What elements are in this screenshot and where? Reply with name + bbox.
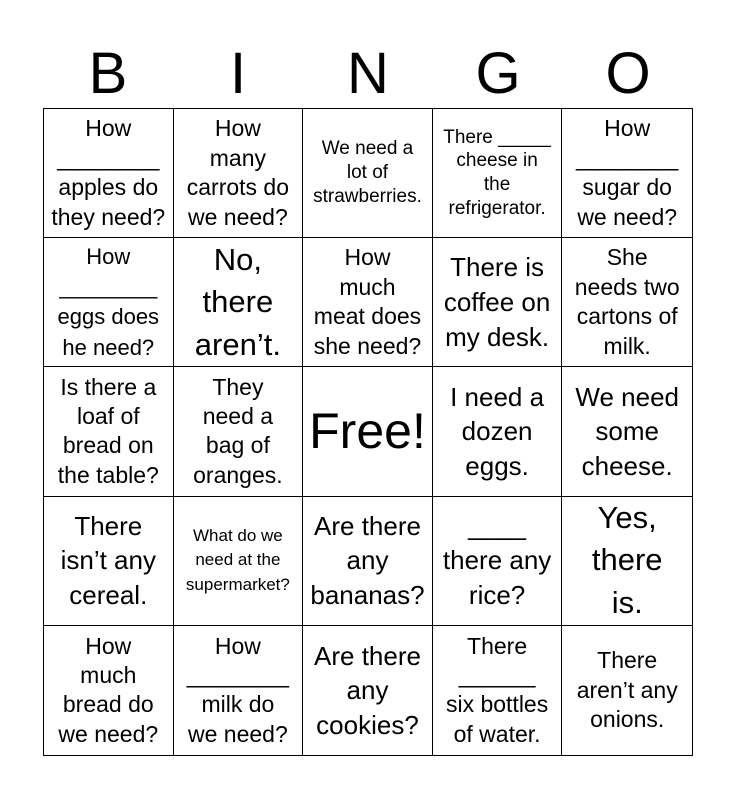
bingo-cell-r4c1[interactable] bbox=[44, 497, 174, 626]
cell-text: There is coffee on my desk. bbox=[443, 252, 551, 352]
bingo-cell-r3c4[interactable] bbox=[433, 367, 563, 496]
bingo-cell-r4c2[interactable] bbox=[174, 497, 304, 626]
bingo-cell-r4c3[interactable] bbox=[303, 497, 433, 626]
bingo-cell-r1c4[interactable] bbox=[433, 109, 563, 238]
cell-text: How ________ eggs does he need? bbox=[57, 243, 160, 360]
cell-text: We need some cheese. bbox=[575, 381, 679, 481]
cell-text: ____ there any rice? bbox=[442, 510, 552, 610]
cell-text: She needs two cartons of milk. bbox=[574, 244, 680, 359]
bingo-cell-r1c5[interactable] bbox=[562, 109, 692, 238]
cell-text: I need a dozen eggs. bbox=[450, 381, 545, 481]
bingo-cell-r3c2[interactable] bbox=[174, 367, 304, 496]
cell-text: There _____ cheese in the refrigerator. bbox=[443, 126, 551, 219]
bingo-cell-r2c5[interactable] bbox=[562, 238, 692, 367]
cell-text: We need a lot of strawberries. bbox=[313, 138, 422, 207]
bingo-cell-r5c1[interactable] bbox=[44, 626, 174, 755]
bingo-cell-r3c3-free[interactable] bbox=[303, 367, 433, 496]
header-letter-n: N bbox=[347, 41, 389, 106]
cell-text: Is there a loaf of bread on the table? bbox=[57, 373, 159, 488]
bingo-cell-r5c3[interactable] bbox=[303, 626, 433, 755]
bingo-cell-r5c5[interactable] bbox=[562, 626, 692, 755]
bingo-cell-r4c5[interactable] bbox=[562, 497, 692, 626]
header-letter-i: I bbox=[229, 41, 247, 106]
cell-text: There ______ six bottles of water. bbox=[445, 632, 549, 747]
cell-text: How ________ milk do we need? bbox=[186, 632, 290, 747]
bingo-cell-r3c5[interactable] bbox=[562, 367, 692, 496]
cell-text: They need a bag of oranges. bbox=[193, 373, 283, 488]
header-letter-b: B bbox=[88, 41, 128, 106]
bingo-cell-r2c4[interactable] bbox=[433, 238, 563, 367]
bingo-cell-r2c2[interactable] bbox=[174, 238, 304, 367]
header-letter-g: G bbox=[475, 41, 521, 106]
cell-text: How many carrots do we need? bbox=[186, 115, 290, 230]
cell-text: What do we need at the supermarket? bbox=[185, 525, 290, 595]
header-letter-o: O bbox=[605, 41, 651, 106]
cell-text: How ________ apples do they need? bbox=[51, 115, 166, 230]
bingo-cell-r2c3[interactable] bbox=[303, 238, 433, 367]
cell-text: There isn’t any cereal. bbox=[60, 510, 156, 610]
bingo-header bbox=[43, 40, 693, 108]
cell-text: How much bread do we need? bbox=[58, 632, 159, 747]
bingo-cell-r4c4[interactable] bbox=[433, 497, 563, 626]
cell-text: Are there any bananas? bbox=[310, 510, 425, 610]
bingo-cell-r5c4[interactable] bbox=[433, 626, 563, 755]
free-space-text: Free! bbox=[309, 402, 426, 459]
cell-text: How ________ sugar do we need? bbox=[576, 115, 679, 230]
bingo-board bbox=[43, 108, 693, 756]
bingo-cell-r5c2[interactable] bbox=[174, 626, 304, 755]
bingo-cell-r1c3[interactable] bbox=[303, 109, 433, 238]
bingo-cell-r3c1[interactable] bbox=[44, 367, 174, 496]
cell-text: How much meat does she need? bbox=[313, 244, 422, 359]
bingo-cell-r1c2[interactable] bbox=[174, 109, 304, 238]
bingo-cell-r2c1[interactable] bbox=[44, 238, 174, 367]
cell-text: There aren’t any onions. bbox=[576, 647, 678, 733]
bingo-cell-r1c1[interactable] bbox=[44, 109, 174, 238]
cell-text: Yes, there is. bbox=[591, 500, 663, 620]
cell-text: Are there any cookies? bbox=[314, 640, 421, 740]
cell-text: No, there aren’t. bbox=[194, 241, 281, 362]
